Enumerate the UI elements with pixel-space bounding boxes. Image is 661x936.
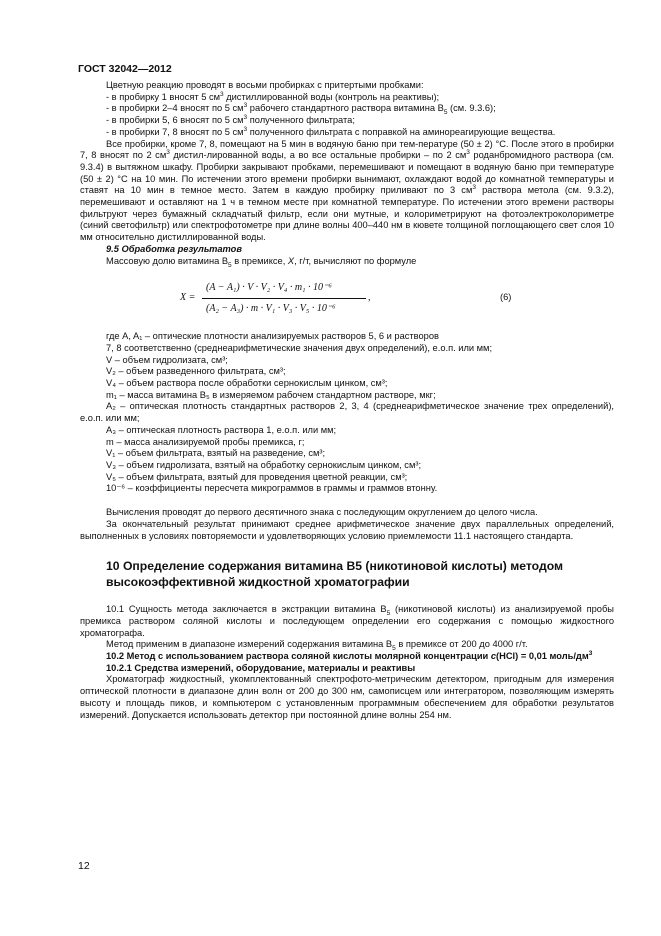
definition-line: m₁ – масса витамина B₅ в измеряемом рабочем стандартном растворе, мкг; xyxy=(106,389,436,400)
list-item: - в пробирку 1 вносят 5 $см^3$ дистиллированной воды (контроль на реактивы); xyxy=(106,90,440,102)
section-10-1-paragraph: 10.1 Сущность метода заключается в экстракции витамина $B_5$ (никотиновой кислоты) из анализируемой пробы премикса раствором соляной кислоты и последующем определении его содержания с помощью жидкостного хроматографа. xyxy=(80,604,614,638)
list-item: - в пробирки 5, 6 вносят по 5 $см^3$ полученного фильтрата; xyxy=(106,114,355,126)
intro-lead: Цветную реакцию проводят в восьми пробирках с притертыми пробками: xyxy=(106,80,424,90)
formula-comma: , xyxy=(368,292,371,304)
list-item: - в пробирки 7, 8 вносят по 5 $см^3$ полученного фильтрата с поправкой на аминореагирующие вещества. xyxy=(106,125,556,137)
results-intro: Массовую долю витамина $B_5$ в премиксе, X, г/т, вычисляют по формуле xyxy=(106,255,417,269)
formula-denominator: (A₂ − A₃) · m · V₁ · V₃ · V₅ · 10⁻⁶ xyxy=(206,303,336,315)
section-10-2-1-heading: 10.2.1 Средства измерений, оборудование, материалы и реактивы xyxy=(106,662,416,673)
definition-line: V₃ – объем гидролизата, взятый на обработку сернокислым цинком, см³; xyxy=(106,459,422,470)
final-result-paragraph: За окончательный результат принимают среднее арифметическое значение двух параллельных определений, выполненных в условиях повторяемости и удовлетворяющих условию приемлемости 11.1 настоящего стандарта. xyxy=(80,518,614,541)
where-definitions xyxy=(80,331,614,495)
document-header: ГОСТ 32042—2012 xyxy=(78,63,172,75)
section-10-heading: 10 Определение содержания витамина B5 (никотиновой кислоты) методом высокоэффективной жидкостной хроматографии xyxy=(106,559,563,590)
procedure-paragraph: Все пробирки, кроме 7, 8, помещают на 5 мин в водяную баню при тем-пературе (50 ± 2) °С. После этого в пробирки 7, 8 вносят по 2 $см^3$ дистил-лированной воды, а во все остальные пробирки – по 2 $см^3$ роданбромидного раствора (см. 9.3.4) в вытяжном шкафу. Пробирки закрывают пробками, перемешивают и помещают в водяную баню при температуре (50 ± 2) °С на 10 мин. По истечении этого времени пробирки вынимают, охлаждают водой до комнатной температуры и ставят на 10 мин в темное место. Затем в каждую пробирку приливают по 3 $см^3$ раствора метола (см. 9.3.2), перемешивают и оставляют на 1 ч в темном месте при комнатной температуре. По истечении этого времени растворы фильтруют через бумажный складчатый фильтр, если они мутные, и колориметрируют на фотоэлектроколориметре (синий светофильтр) или спектрофотометре при длине волны 400–440 нм в кювете толщиной поглощающего свет слоя 10 мм относительно дистиллированной воды. xyxy=(80,138,614,243)
formula-lhs: X = xyxy=(180,292,196,304)
definition-line: V – объем гидролизата, см³; xyxy=(106,354,228,365)
definition-line: A₃ – оптическая плотность раствора 1, е.о.п. или мм; xyxy=(106,424,337,435)
section-10-2-heading: 10.2 Метод с использованием раствора соляной кислоты молярной концентрации c(HCl) = 0,01 моль/$дм^3$ xyxy=(106,649,593,662)
equipment-paragraph: Хроматограф жидкостный, укомплектованный спектрофото-метрическим детектором, пригодным для измерения оптической плотности в диапазоне длин волн от 200 до 300 нм, самописцем или интегратором, позволяющим измерять высоту и площадь пиков, и компьютером с установленным программным обеспечением для обработки результатов измерений. Допускается использовать детектор при постоянной длине волны 254 нм. xyxy=(80,674,614,720)
definition-line: 10⁻⁶ – коэффициенты пересчета микрограммов в граммы и граммов втонну. xyxy=(106,483,438,494)
list-item: - в пробирки 2–4 вносят по 5 $см^3$ рабочего стандартного раствора витамина $B_5$ (см. 9.3.6); xyxy=(106,102,496,117)
definition-line: V₁ – объем фильтрата, взятый на разведение, см³; xyxy=(106,448,326,459)
definition-line: A₂ – оптическая плотность стандартных растворов 2, 3, 4 (среднеарифметическое значение трех определений), е.о.п. или мм; xyxy=(80,401,614,424)
fraction-bar xyxy=(202,298,366,299)
definition-line: V₅ – объем фильтрата, взятый для проведения цветной реакции, см³; xyxy=(106,471,408,482)
definition-line: 7, 8 соответственно (среднеарифметические значения двух определений), е.о.п. или мм; xyxy=(106,342,493,353)
definition-line: V₂ – объем разведенного фильтрата, см³; xyxy=(106,366,286,377)
definition-line: где A, A₁ – оптические плотности анализируемых растворов 5, 6 и растворов xyxy=(106,331,439,342)
formula-number: (6) xyxy=(500,292,512,303)
page-number: 12 xyxy=(78,860,90,872)
definition-line: V₄ – объем раствора после обработки сернокислым цинком, см³; xyxy=(106,378,388,389)
results-heading: 9.5 Обработка результатов xyxy=(106,243,242,254)
formula-6 xyxy=(80,279,614,319)
method-range-paragraph: Метод применим в диапазоне измерений содержания витамина $B_5$ в премиксе от 200 до 4000 г/т. xyxy=(106,639,528,653)
definition-line: m – масса анализируемой пробы премикса, г; xyxy=(106,436,305,447)
rounding-paragraph: Вычисления проводят до первого десятичного знака с последующим округлением до целого числа. xyxy=(106,507,538,518)
spacer xyxy=(80,495,614,507)
formula-numerator: (A − A₁) · V · V₂ · V₄ · m₁ · 10⁻⁶ xyxy=(206,282,332,294)
page-body xyxy=(80,80,614,721)
